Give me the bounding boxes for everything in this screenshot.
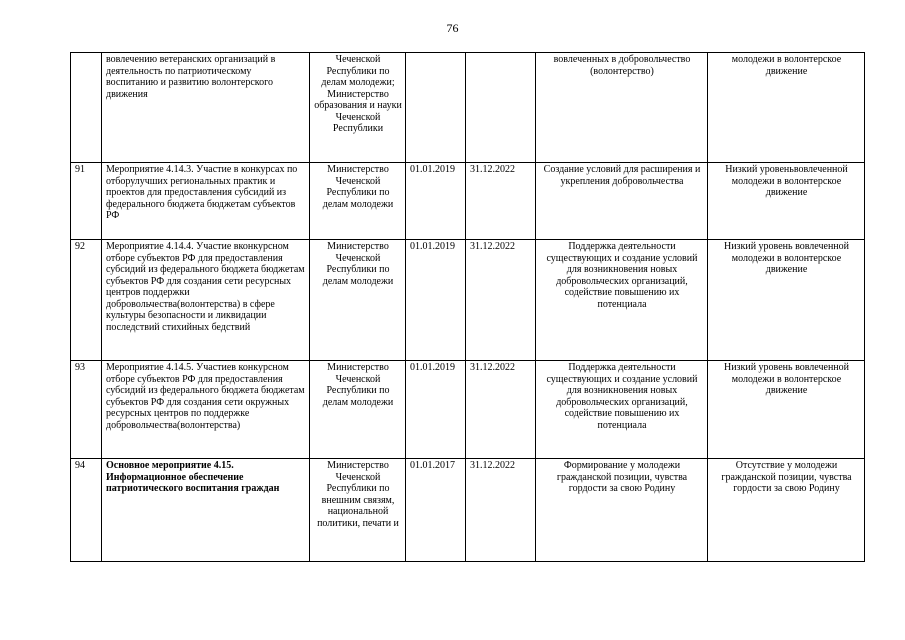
table-row xyxy=(71,361,865,459)
expected-result-cell: Создание условий для расширения и укрепления добровольчества xyxy=(536,163,708,240)
row-number-cell: 91 xyxy=(71,163,102,240)
end-date-cell xyxy=(466,53,536,163)
activity-cell: Основное мероприятие 4.15. Информационное обеспечение патриотического воспитания граждан xyxy=(102,459,310,562)
expected-result-cell: Поддержка деятельности существующих и создание условий для возникновения новых добровольческих организаций, содействие повышению их потенциала xyxy=(536,240,708,361)
expected-result-cell: вовлеченных в добровольчество (волонтерство) xyxy=(536,53,708,163)
expected-result-cell: Поддержка деятельности существующих и создание условий для возникновения новых добровольческих организаций, содействие повышению их потенциала xyxy=(536,361,708,459)
consequence-cell: Низкий уровень вовлеченной молодежи в волонтерское движение xyxy=(708,240,865,361)
end-date-cell: 31.12.2022 xyxy=(466,240,536,361)
expected-result-cell: Формирование у молодежи гражданской позиции, чувства гордости за свою Родину xyxy=(536,459,708,562)
start-date-cell: 01.01.2019 xyxy=(406,163,466,240)
executor-cell: Министерство Чеченской Республики по делам молодежи xyxy=(310,361,406,459)
executor-cell: Министерство Чеченской Республики по делам молодежи xyxy=(310,240,406,361)
start-date-cell: 01.01.2017 xyxy=(406,459,466,562)
row-number-cell: 94 xyxy=(71,459,102,562)
start-date-cell: 01.01.2019 xyxy=(406,361,466,459)
row-number-cell: 92 xyxy=(71,240,102,361)
start-date-cell xyxy=(406,53,466,163)
activity-cell: Мероприятие 4.14.4. Участие вконкурсном отборе субъектов РФ для предоставления субсидий из федерального бюджета бюджетам субъектов РФ для создания сети ресурсных центров поддержки добровольчества(волонтерства) в сфере культуры безопасности и ликвидации последствий стихийных бедствий xyxy=(102,240,310,361)
executor-cell: Министерство Чеченской Республики по внешним связям, национальной политики, печати и xyxy=(310,459,406,562)
page-number: 76 xyxy=(446,21,459,35)
activity-cell: Мероприятие 4.14.3. Участие в конкурсах по отборулучших региональных практик и проектов для предоставления субсидий из федерального бюджета бюджетам субъектов РФ xyxy=(102,163,310,240)
executor-cell: Министерство Чеченской Республики по делам молодежи xyxy=(310,163,406,240)
activity-cell: Мероприятие 4.14.5. Участиев конкурсном отборе субъектов РФ для предоставления субсидий из федерального бюджета бюджетам субъектов РФ для создания сети окружных ресурсных центров по поддержке добровольчества(волонтерства) xyxy=(102,361,310,459)
consequence-cell: молодежи в волонтерское движение xyxy=(708,53,865,163)
table-row xyxy=(71,459,865,562)
activities-table xyxy=(70,52,865,562)
end-date-cell: 31.12.2022 xyxy=(466,459,536,562)
end-date-cell: 31.12.2022 xyxy=(466,361,536,459)
activity-cell: вовлечению ветеранских организаций в деятельность по патриотическому воспитанию и развитию волонтерского движения xyxy=(102,53,310,163)
executor-cell: Чеченской Республики по делам молодежи; Министерство образования и науки Чеченской Республики xyxy=(310,53,406,163)
row-number-cell: 93 xyxy=(71,361,102,459)
table-row xyxy=(71,240,865,361)
row-number-cell xyxy=(71,53,102,163)
consequence-cell: Отсутствие у молодежи гражданской позиции, чувства гордости за свою Родину xyxy=(708,459,865,562)
table-row xyxy=(71,53,865,163)
consequence-cell: Низкий уровень вовлеченной молодежи в волонтерское движение xyxy=(708,361,865,459)
table-row xyxy=(71,163,865,240)
start-date-cell: 01.01.2019 xyxy=(406,240,466,361)
consequence-cell: Низкий уровеньвовлеченной молодежи в волонтерское движение xyxy=(708,163,865,240)
end-date-cell: 31.12.2022 xyxy=(466,163,536,240)
